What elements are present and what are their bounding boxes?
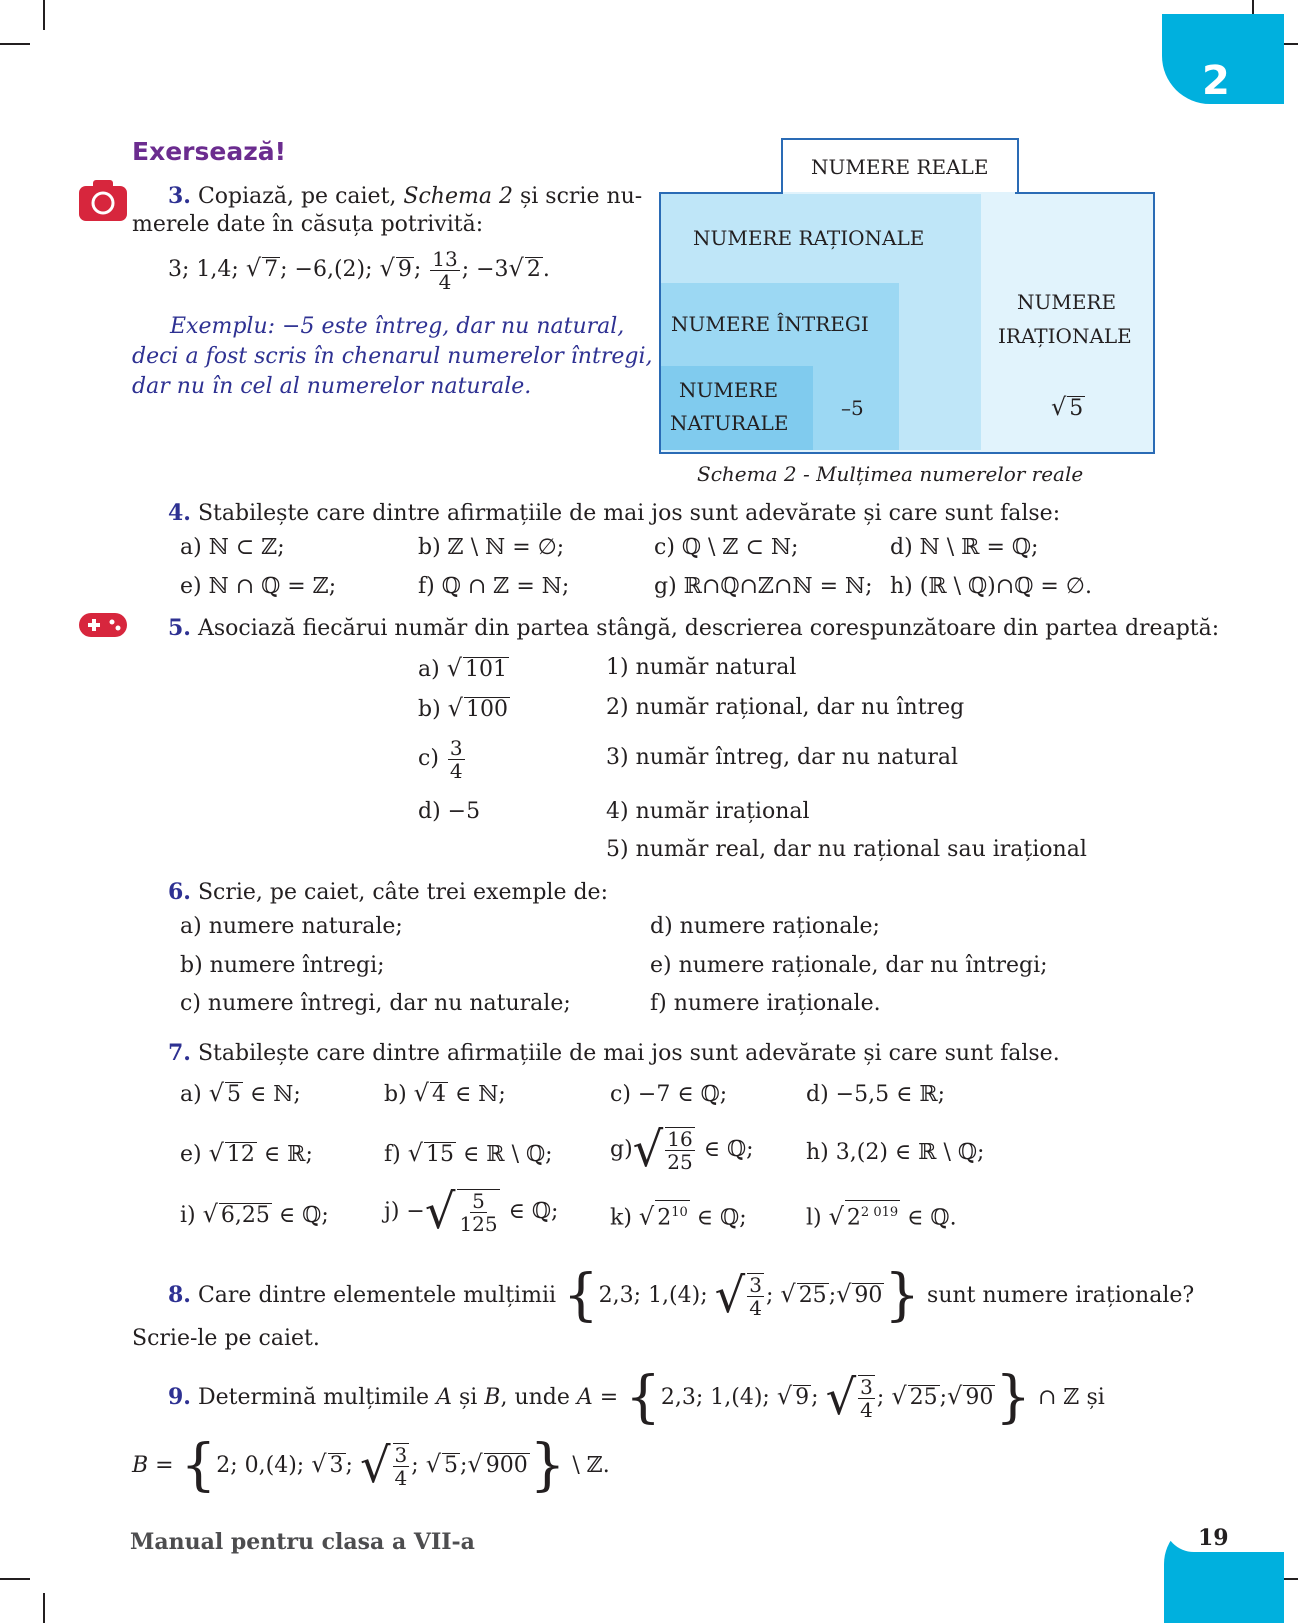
ex4-item-e: e) ℕ ∩ ℚ = ℤ; [180,574,337,599]
ex7-j: j) −√ $\frac{5}{125}$ ∈ ℚ; [384,1184,559,1240]
schema-caption: Schema 2 - Mulțimea numerelor reale [697,462,1084,486]
page-number: 19 [1198,1525,1229,1551]
crop-mark [43,1593,45,1623]
ex6-item-b: b) numere întregi; [180,953,385,978]
ex8-line2: Scrie-le pe caiet. [132,1326,320,1351]
ex5-right-2: 2) număr rațional, dar nu întreg [606,695,965,720]
ex3-number: 3. [168,183,191,209]
gamepad-icon [78,611,128,639]
ex9-line1: 9. Determină mulțimile A și B, unde A = {2,3; 1,(4); √ 9; √ $\frac{3}{4}$ ; √ 25;√ 90} ∩ ℤ și [168,1365,1105,1430]
ex5-right-1: 1) număr natural [606,655,797,680]
ex3-example-1: Exemplu: −5 este întreg, dar nu natural, [170,314,625,339]
ex4-item-d: d) ℕ \ ℝ = ℚ; [890,535,1039,560]
ex5-number: 5. [168,615,191,641]
ex7-f: f) √ 15 ∈ ℝ \ ℚ; [384,1139,553,1167]
ex7-number: 7. [168,1040,191,1066]
ex7-l: l) √ $2^{2 019}$ ∈ ℚ. [806,1200,957,1232]
ex8-line1: 8. Care dintre elementele mulțimii {2,3; 1,(4); √ $\frac{3}{4}$ ; √ 25;√ 90} sunt numere iraționale? [168,1263,1195,1328]
ex7-k: k) √ $2^{10}$ ∈ ℚ; [610,1200,747,1232]
ex6-item-e: e) numere raționale, dar nu întregi; [650,953,1048,978]
footer-title: Manual pentru clasa a VII-a [130,1529,475,1555]
ex4-item-b: b) ℤ \ ℕ = ∅; [418,535,565,560]
ex7-a: a) √ 5 ∈ ℕ; [180,1079,301,1107]
schema-diagram [659,138,1155,454]
ex5-text: 5. Asociază fiecărui număr din partea stângă, descrierea corespunzătoare din partea dreaptă: [168,615,1220,641]
ex4-item-f: f) ℚ ∩ ℤ = ℕ; [418,574,570,599]
ex6-item-a: a) numere naturale; [180,914,403,939]
ex5-left-b: b) √ 100 [418,694,508,722]
chapter-tab [1162,14,1284,104]
ex6-item-c: c) numere întregi, dar nu naturale; [180,991,571,1016]
ex6-text: 6. Scrie, pe caiet, câte trei exemple de: [168,879,608,905]
ex4-item-h: h) (ℝ \ ℚ)∩ℚ = ∅. [890,574,1092,599]
ex4-number: 4. [168,500,191,526]
ex9-line2: B = {2; 0,(4); √ 3; √ $\frac{3}{4}$ ; √ 5;√ 900} \ ℤ. [132,1433,610,1498]
ex7-text: 7. Stabilește care dintre afirmațiile de mai jos sunt adevărate și care sunt false. [168,1040,1060,1066]
crop-mark [43,0,45,30]
label-naturale-2: NATURALE [670,411,789,435]
ex7-g: g)√ $\frac{16}{25}$ ∈ ℚ; [610,1122,754,1178]
ex7-i: i) √ 6,25 ∈ ℚ; [180,1200,329,1228]
ex4-item-a: a) ℕ ⊂ ℤ; [180,535,285,560]
ex6-item-f: f) numere iraționale. [650,991,881,1016]
ex4-text: 4. Stabilește care dintre afirmațiile de mai jos sunt adevărate și care sunt false: [168,500,1061,526]
camera-icon [78,178,128,222]
label-naturale-1: NUMERE [679,378,779,402]
ex7-e: e) √ 12 ∈ ℝ; [180,1139,313,1167]
ex3-example-2: deci a fost scris în chenarul numerelor întregi, [132,344,653,369]
ex8-number: 8. [168,1282,191,1308]
label-irationale-1: NUMERE [1017,290,1117,314]
ex7-b: b) √ 4 ∈ ℕ; [384,1079,506,1107]
label-reale: NUMERE REALE [811,155,989,179]
ex5-left-d: d) −5 [418,799,481,824]
ex5-left-c: c) $\frac{3}{4}$ [418,735,463,783]
ex6-number: 6. [168,879,191,905]
ex4-item-g: g) ℝ∩ℚ∩ℤ∩ℕ = ℕ; [654,574,873,599]
ex5-right-4: 4) număr irațional [606,799,810,824]
label-irationale-2: IRAȚIONALE [998,324,1132,348]
ex7-h: h) 3,(2) ∈ ℝ \ ℚ; [806,1140,985,1165]
ex9-number: 9. [168,1384,191,1410]
crop-mark [0,1578,30,1580]
section-title: Exersează! [132,137,287,166]
label-minus5: –5 [841,396,864,420]
ex3-example-3: dar nu în cel al numerelor naturale. [132,374,532,399]
label-rationale: NUMERE RAȚIONALE [693,226,925,250]
crop-mark [0,43,30,45]
ex3-numbers: 3; 1,4; √ 7; −6,(2); √ 9; $\frac{13}{4}$ ; −3√ 2. [168,246,550,294]
ex6-item-d: d) numere raționale; [650,914,880,939]
ex5-left-a: a) √ 101 [418,654,507,682]
chapter-number: 2 [1202,58,1230,104]
ex5-right-5: 5) număr real, dar nu rațional sau irațional [606,837,1087,862]
ex7-d: d) −5,5 ∈ ℝ; [806,1082,946,1107]
label-intregi: NUMERE ÎNTREGI [671,312,869,336]
ex4-item-c: c) ℚ \ ℤ ⊂ ℕ; [654,535,799,560]
ex7-c: c) −7 ∈ ℚ; [610,1082,728,1107]
ex3-line1: 3. Copiază, pe caiet, Schema 2 și scrie nu- [168,183,643,209]
ex5-right-3: 3) număr întreg, dar nu natural [606,745,959,770]
label-sqrt5: √ 5 [1051,393,1084,421]
ex3-line2: merele date în căsuța potrivită: [132,212,484,237]
